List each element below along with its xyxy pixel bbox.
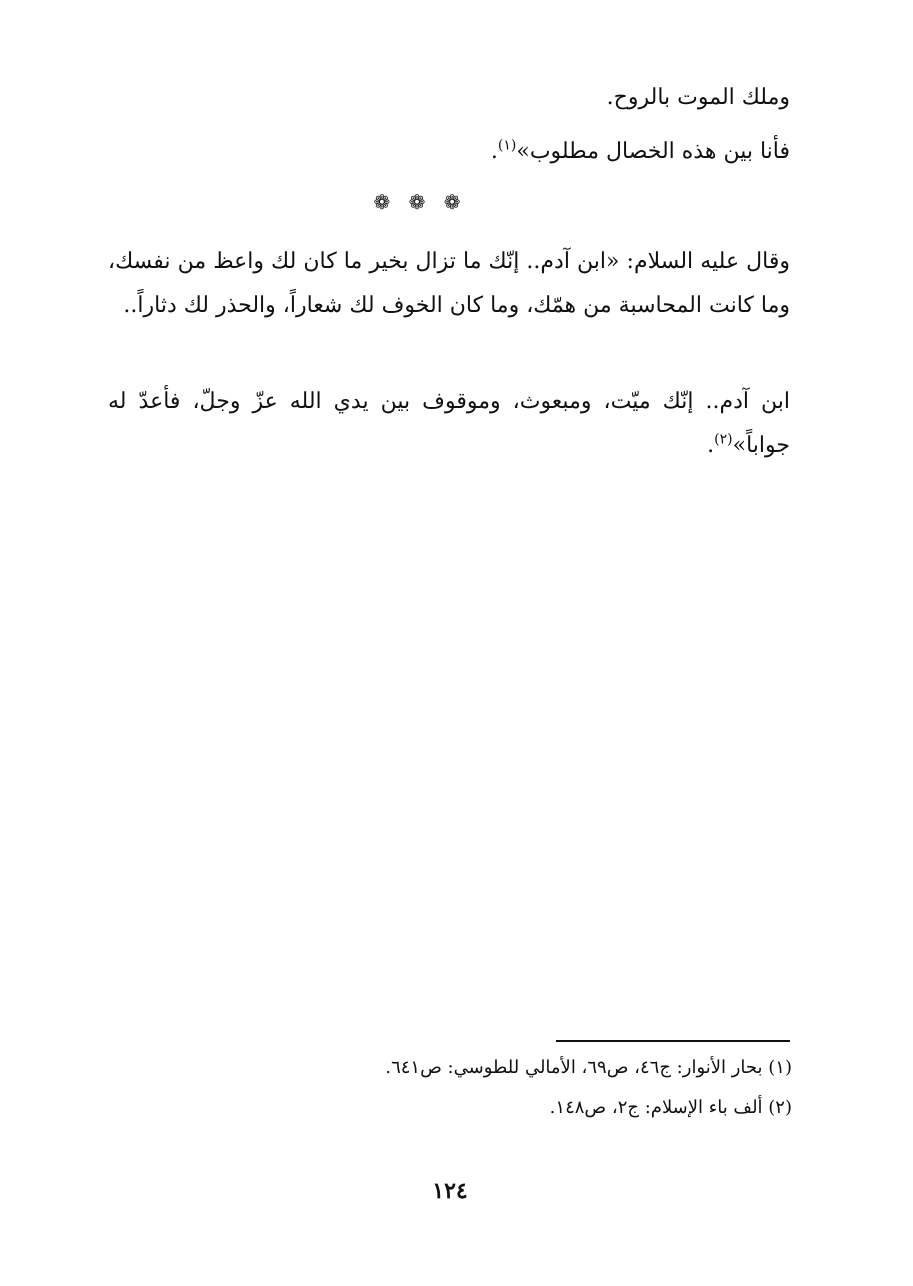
body-line-1: وملك الموت بالروح. xyxy=(606,85,790,110)
page-number: ١٢٤ xyxy=(432,1178,468,1204)
footnote-2: (٢) ألف باء الإسلام: ج٢، ص١٤٨. xyxy=(549,1097,792,1118)
footnote-ref-1: (١) xyxy=(497,137,517,154)
section-divider-ornament: ❁ ❁ ❁ xyxy=(373,190,467,214)
paragraph-2-text: ابن آدم.. إنّك ميّت، ومبعوث، وموقوف بين يدي الله عزّ وجلّ، فأعدّ له جواباً» xyxy=(108,389,790,458)
paragraph-1: وقال عليه السلام: «ابن آدم.. إنّك ما تزال بخير ما كان لك واعظ من نفسك، وما كانت المحاسبة من همّك، وما كان الخوف لك شعاراً، والحذر لك دثاراً.. xyxy=(108,249,790,318)
paragraph-2 xyxy=(108,380,790,468)
body-line-2-text: فأنا بين هذه الخصال مطلوب» xyxy=(516,139,790,164)
footnote-separator xyxy=(556,1040,790,1042)
footnotes xyxy=(108,1048,792,1128)
footnote-1: (١) بحار الأنوار: ج٤٦، ص٦٩، الأمالي للطوسي: ص٦٤١. xyxy=(385,1057,792,1078)
paragraph-2-end: . xyxy=(707,433,715,458)
footnote-ref-2: (٢) xyxy=(714,431,733,448)
body-line-2 xyxy=(108,130,790,174)
body-line-2-end: . xyxy=(490,139,498,164)
